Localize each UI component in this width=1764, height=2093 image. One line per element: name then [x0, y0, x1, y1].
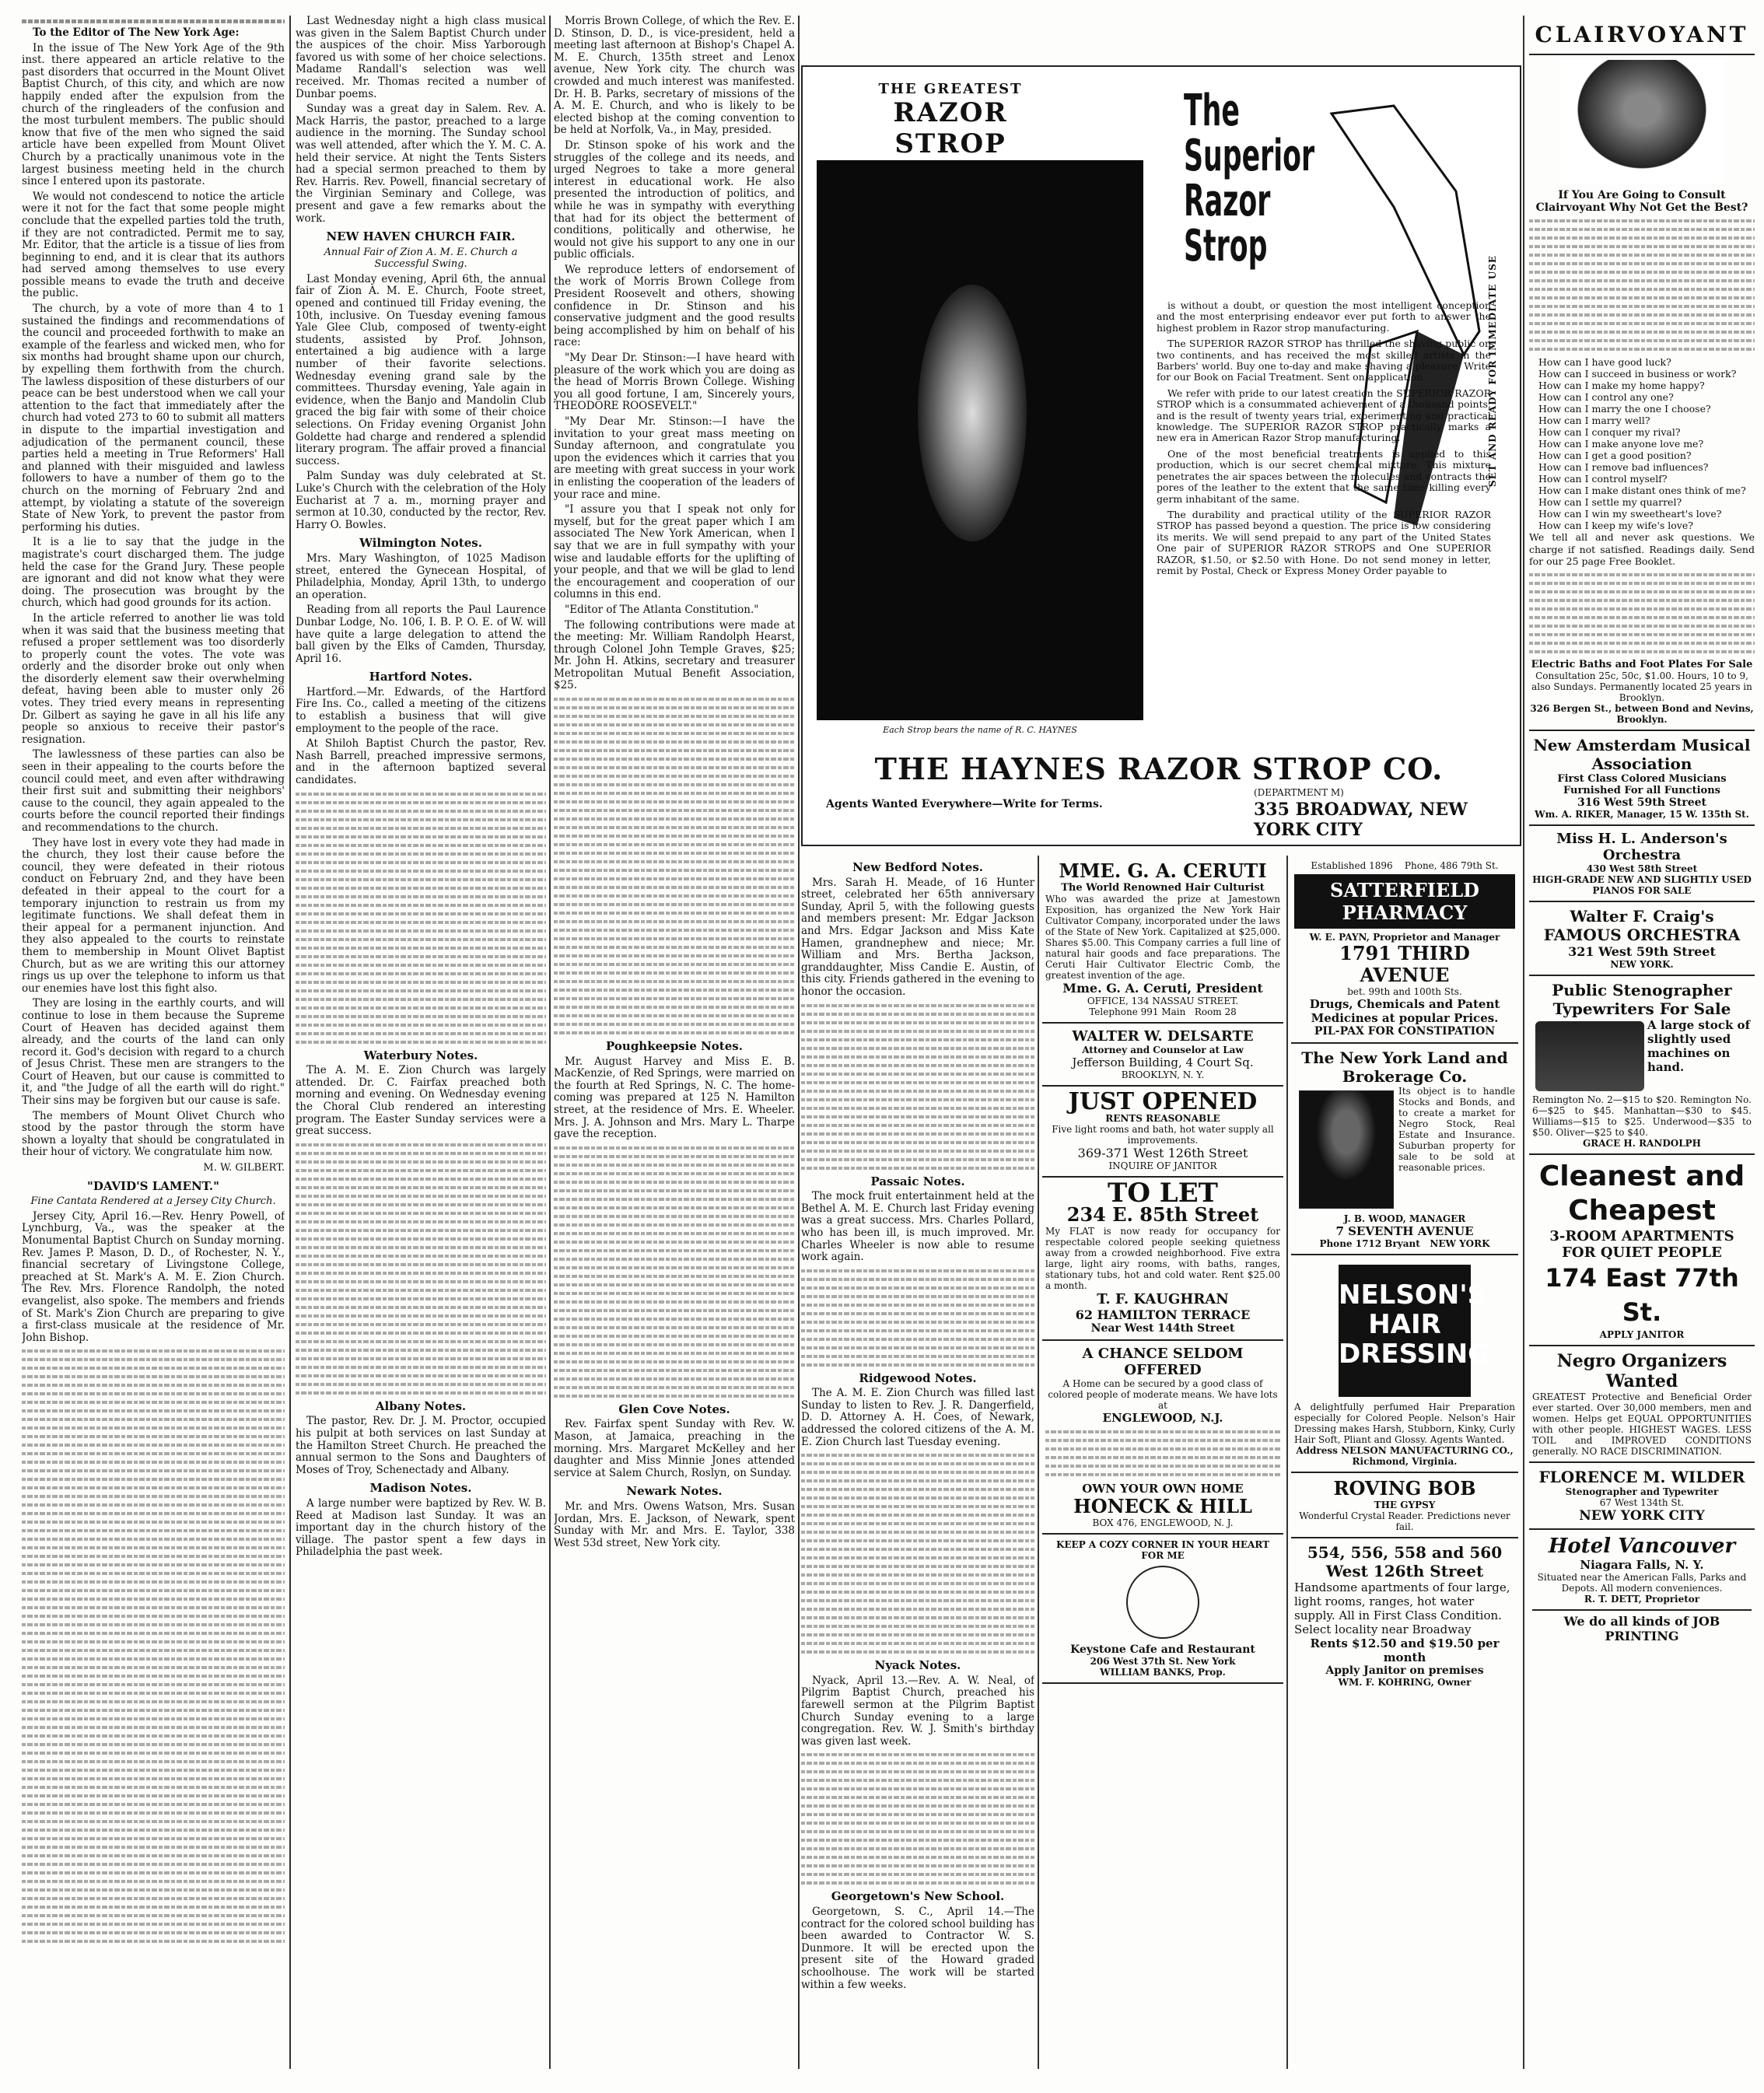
story-subhead: Annual Fair of Zion A. M. E. Church a Successful Swing. — [324, 246, 518, 271]
story-headline: "DAVID'S LAMENT." — [87, 1178, 219, 1193]
apartments-rents: Rents $12.50 and $19.50 per month — [1310, 1636, 1500, 1664]
vancouver-proprietor: R. T. DETT, Proprietor — [1584, 1593, 1700, 1605]
organizers-ad — [1529, 1346, 1755, 1463]
agents-wanted: Agents Wanted Everywhere—Write for Terms. — [826, 798, 1103, 810]
department: (DEPARTMENT M) — [1254, 787, 1344, 798]
story-text: Jersey City, April 16.—Rev. Henry Powell, of Lynchburg, Va., was the speaker at the Monumental Baptist Church on Sunday morning. Rev. James P. Mason, D. D., of Rochester, N. Y., financial secretary of Livingstone College, preached at St. Mark's A. M. E. Zion Church. The Rev. Mrs. Florence Randolph, the noted evangelist, also spoke. The members and friends of St. Mark's Zion Church are preparing to give a first-class musicale at the residence of Mr. John Bishop. — [22, 1209, 285, 1344]
stenographer-text: A large stock of slightly used machines on hand. — [1647, 1017, 1751, 1074]
question-item: How can I conquer my rival? — [1538, 426, 1681, 438]
phone-number: Phone 1712 Bryant — [1319, 1238, 1420, 1249]
attorney-address: Jefferson Building, 4 Court Sq. — [1072, 1055, 1254, 1069]
to-let-ad — [1042, 1178, 1283, 1341]
story-paragraph: It is a lie to say that the judge in the magistrate's court discharged them. The judge held the case for the Grand Jury. These people are ignorant and did not know what they were doing. The prosecution was brought by the church, which had good grounds for its action. — [22, 536, 285, 610]
column-rule — [798, 16, 800, 2069]
column-1 — [22, 16, 285, 2069]
electric-baths: Electric Baths and Foot Plates For Sale — [1531, 658, 1753, 670]
question-item: How can I get a good position? — [1538, 450, 1692, 461]
column-2 — [296, 16, 546, 2069]
story-paragraph: We refer with pride to our latest creation the SUPERIOR RAZOR STROP which is a consummated achievement of a thousand points, and is the result of twenty years trial, experimenting and practical knowledge. The SUPERIOR RAZOR STROP practically marks a new era in American Razor Strop manufacturing. — [1157, 387, 1491, 444]
story-headline: Hartford Notes. — [369, 670, 473, 684]
clairvoyant-address: 326 Bergen St., between Bond and Nevins, Brooklyn. — [1529, 703, 1755, 731]
wilder-city: NEW YORK CITY — [1579, 1507, 1705, 1524]
fair-story — [296, 274, 546, 531]
question-item: How can I make my home happy? — [1538, 380, 1705, 391]
typewriter-illustration — [1535, 1021, 1644, 1091]
story-headline: Ridgewood Notes. — [859, 1370, 977, 1385]
story-paragraph: At Shiloh Baptist Church the pastor, Rev. Nash Barrell, preached impressive sermons, and in the afternoon baptized several candidates. — [296, 737, 546, 787]
story-paragraph: Morris Brown College, of which the Rev. E. D. Stinson, D. D., is vice-president, held a meeting last afternoon at Bishop's Chapel A. M. E. Church, 135th street and Lenox avenue, New York city. The church was crowded and much interest was manifested. Dr. H. B. Parks, secretary of missions of the A. M. E. Church, and who is likely to be elected bishop at the coming convention to be held at Norfolk, Va., in May, presided. — [554, 16, 795, 137]
story-paragraph: Reading from all reports the Paul Laurence Dunbar Lodge, No. 106, I. B. P. O. E. of W. will have quite a large delegation to attend the ball given by the Elks of Camden, Thursday, April 16. — [296, 604, 546, 665]
nelsons-text: A delightfully perfumed Hair Preparation especially for Colored People. Nelson's Hair Dressing makes Harsh, Stubborn, Kinky, Curly Hair Soft, Pliant and Glossy. Agents Wanted. — [1294, 1402, 1515, 1445]
question-item: How can I make distant ones think of me? — [1538, 485, 1746, 496]
musical-address: 316 West 59th Street — [1577, 796, 1707, 809]
nelsons-bottle: NELSON'S HAIR DRESSING — [1339, 1265, 1471, 1397]
honeck-box: BOX 476, ENGLEWOOD, N. J. — [1092, 1517, 1234, 1528]
question-item: How can I marry well? — [1538, 415, 1650, 426]
land-brokerage-ad — [1291, 1044, 1518, 1255]
attorney-name: WALTER W. DELSARTE — [1072, 1028, 1254, 1045]
story-headline: Poughkeepsie Notes. — [606, 1039, 743, 1054]
inquire: INQUIRE OF JANITOR — [1108, 1160, 1217, 1171]
pharmacy-goods: Drugs, Chemicals and Patent Medicines at popular Prices. — [1309, 997, 1500, 1025]
clairvoyant-lead: If You Are Going to Consult Clairvoyant Why Not Get the Best? — [1535, 189, 1748, 214]
story-headline: Wilmington Notes. — [359, 536, 482, 551]
cleanest-ad — [1529, 1155, 1755, 1346]
to-let-address: 234 E. 85th Street — [1066, 1203, 1259, 1226]
consultation: Consultation 25c, 50c, $1.00. Hours, 10 to 9, also Sundays. Permanently located 25 years in Brooklyn. — [1531, 670, 1752, 703]
cleanest-headline: Cleanest and Cheapest — [1538, 1160, 1745, 1227]
question-item: How can I control myself? — [1538, 473, 1668, 485]
ceruti-text: Who was awarded the prize at Jamestown Exposition, has organized the New York Hair Cultivator Company, incorporated under the laws of the State of New York. Capitalized at $25,000. Shares $5.00. This Company carries a full line of natural hair goods and face preparations. The Ceruti Hair Cultivator Electric Comb, the greatest invention of the age. — [1045, 894, 1280, 981]
just-opened: JUST OPENED — [1068, 1088, 1258, 1115]
question-item: How can I control any one? — [1538, 391, 1674, 403]
delsarte-ad — [1042, 1024, 1283, 1087]
filler-text — [296, 1143, 546, 1395]
roving-bob-ad — [1291, 1473, 1518, 1538]
story-headline: New Bedford Notes. — [852, 860, 984, 874]
chance-headline: A CHANCE SELDOM OFFERED — [1082, 1346, 1244, 1378]
story-headline: NEW HAVEN CHURCH FAIR. — [326, 229, 516, 244]
column-6 — [1291, 856, 1518, 2069]
vancouver-name: Hotel Vancouver — [1548, 1534, 1736, 1558]
city: NEW YORK — [1430, 1238, 1490, 1249]
ceruti-president: Mme. G. A. Ceruti, President — [1062, 981, 1263, 996]
vancouver-place: Niagara Falls, N. Y. — [1580, 1557, 1704, 1572]
filler-text — [801, 1004, 1034, 1170]
story-paragraph: Palm Sunday was duly celebrated at St. Luke's Church with the celebration of the Holy Eucharist at 7 a. m., morning prayer and sermon at 10.30, conducted by the rector, Rev. Harry O. Bowles. — [296, 470, 546, 531]
wilder-address: 67 West 134th St. — [1599, 1496, 1685, 1508]
pharmacy-proprietor: W. E. PAYN, Proprietor and Manager — [1309, 932, 1500, 943]
story-paragraph: One of the most beneficial treatments is applied to this production, which is our secret chemical mixture. This mixture penetrates the air spaces between the molecules and contracts the pores of the leather to the extent that the same time killing every germ inhabitant of the same. — [1157, 447, 1491, 505]
room-number: Room 28 — [1194, 1006, 1237, 1017]
honeck-name: HONECK & HILL — [1073, 1495, 1252, 1517]
musical-headline: New Amsterdam Musical Association — [1533, 735, 1751, 773]
story-paragraph: Mrs. Mary Washington, of 1025 Madison street, entered the Gynecean Hospital, of Philadelphia, Monday, April 13th, to undergo an operation. — [296, 551, 546, 601]
landlord-name: T. F. KAUGHRAN — [1097, 1291, 1229, 1307]
keystone-name: Keystone Cafe and Restaurant — [1070, 1643, 1255, 1656]
question-item: How can I remove bad influences? — [1538, 461, 1709, 473]
nelsons-address: Address NELSON MANUFACTURING CO., Richmond, Virginia. — [1296, 1445, 1514, 1467]
story-headline: Madison Notes. — [369, 1481, 472, 1496]
column-rule — [289, 16, 291, 2069]
story-headline: Albany Notes. — [375, 1398, 467, 1413]
anderson-name: Miss H. L. Anderson's Orchestra — [1556, 830, 1727, 863]
just-opened-ad — [1042, 1087, 1283, 1178]
pharmacy-name: SATTERFIELD PHARMACY — [1294, 874, 1515, 929]
filler-text — [1529, 219, 1755, 351]
story-paragraph: The A. M. E. Zion Church was largely attended. Dr. C. Fairfax preached both morning and evening. On Wednesday evening the Choral Club rendered an interesting program. The Easter Sunday services were a great success. — [296, 1064, 546, 1138]
wilmington-story — [296, 553, 546, 665]
to-let-text: My FLAT is now ready for occupancy for respectable colored people seeking quietness away from a crowded neighborhood. Five extra large, light airy rooms, with baths, ranges, stationary tubs, hot and cold water. Rent $25.00 a month. — [1045, 1226, 1280, 1291]
ad-kicker: THE GREATEST — [878, 81, 1023, 97]
story-paragraph: We would not condescend to notice the article were it not for the fact that some people might conclude that the expelled parties told the truth, if they are not contradicted. Permit me to say, Mr. Editor, that the article is a tissue of lies from beginning to end, and it is clear that its authors had served among themselves to use every possible means to evade the truth and deceive the public. — [22, 190, 285, 300]
roving-gypsy: THE GYPSY — [1374, 1500, 1436, 1510]
story-paragraph: The members of Mount Olivet Church who stood by the pastor through the storm have shown a loyalty that should be congratulated in their hour of victory. We congratulate him now. — [22, 1109, 285, 1159]
story-text: Nyack, April 13.—Rev. A. W. Neal, of Pilgrim Baptist Church, preached his farewell sermon at the Pilgrim Baptist Church Sunday evening to a large congregation. Rev. W. J. Smith's birthday was given last week. — [801, 1674, 1034, 1748]
story-paragraph: "Editor of The Atlanta Constitution." — [565, 603, 759, 616]
apartments-headline: 554, 556, 558 and 560 West 126th Street — [1307, 1543, 1503, 1580]
waterbury-story — [296, 1065, 546, 1138]
story-text: Mr. and Mrs. Owens Watson, Mrs. Susan Jordan, Mrs. E. Jackson, of Newark, spent Sunday with Mr. and Mrs. E. Taylor, 338 West 53d street, New York city. — [554, 1500, 795, 1549]
craig-ad — [1529, 902, 1755, 976]
column-rule — [1523, 16, 1524, 2069]
phone-number: Telephone 991 Main — [1089, 1006, 1186, 1017]
filler-text — [801, 1753, 1034, 1885]
column-4 — [801, 856, 1034, 2069]
roving-text: Wonderful Crystal Reader. Predictions never fail. — [1299, 1510, 1510, 1532]
story-paragraph: The following contributions were made at the meeting: Mr. William Randolph Hearst, through Colonel John Temple Graves, $25; Mr. John H. Atkins, secretary and treasurer Metropolitan Mutual Benefit Association, $25. — [554, 618, 795, 692]
pilpax: PIL-PAX FOR CONSTIPATION — [1314, 1025, 1496, 1038]
reading-text: We tell all and never ask questions. We charge if not satisfied. Readings daily. Send for our 25 page Free Booklet. — [1529, 531, 1755, 568]
story-headline: Georgetown's New School. — [831, 1889, 1005, 1904]
chance-place: ENGLEWOOD, N.J. — [1102, 1411, 1223, 1425]
apartments-ad — [1291, 1538, 1518, 1692]
story-paragraph: Hartford.—Mr. Edwards, of the Hartford Fire Ins. Co., called a meeting of the citizens to establish a business that will give employment to the people of the race. — [296, 685, 546, 735]
rents-address: 369-371 West 126th Street — [1077, 1146, 1248, 1160]
story-paragraph: Sunday was a great day in Salem. Rev. A. Mack Harris, the pastor, preached to a large audience in the morning. The Sunday school was well attended, after which the Y. M. C. A. held their service. At night the Tents Sisters had a special sermon preached to them by Rev. Harris. Rev. Powell, financial secretary of the Virginian Seminary and College, was present and gave a few remarks about the work. — [296, 103, 546, 225]
story-headline: Newark Notes. — [626, 1484, 723, 1499]
filler-text — [801, 1269, 1034, 1367]
story-paragraph: "My Dear Mr. Stinson:—I have the invitation to your great mass meeting on Sunday afternoon, and congratulate you upon the evidences which it carries that you are meeting with great success in your work in enlisting the cooperation of the leaders of your race and mine. — [554, 415, 795, 501]
keystone-ad — [1042, 1535, 1283, 1684]
filler-text — [801, 1454, 1034, 1654]
column-rule — [1038, 856, 1039, 2069]
story-paragraph: Dr. Stinson spoke of his work and the struggles of the college and its needs, and urged Negroes to take a more general interest in educational work. He also presented the introduction of politics, and while he was in sympathy with everything that had for its object the betterment of conditions, politically and otherwise, he would not give his support to any one in our public officials. — [554, 138, 795, 261]
ad-photo — [817, 160, 1143, 720]
land-text: Its object is to handle Stocks and Bonds, and to create a market for Negro Stock, Real Estate and Insurance. Suburban property for sale to be sold at reasonable prices. — [1398, 1086, 1515, 1173]
craig-address: 321 West 59th Street — [1568, 943, 1716, 959]
story-text: Mr. August Harvey and Miss E. B. MacKenzie, of Red Springs, were married on the fourth at Red Springs, N. C. The home-coming was prepared at 125 N. Hamilton street, at the residence of Mrs. E. Wheeler. Mrs. J. A. Johnson and Mrs. Mary L. Tharpe gave the reception. — [554, 1055, 795, 1141]
cleanest-apply: APPLY JANITOR — [1599, 1328, 1685, 1340]
story-text: The mock fruit entertainment held at the Bethel A. M. E. Church last Friday evening was a great success. Mrs. Charles Pollard, who has been ill, is much improved. Mr. Charles Wheeler is now able to resume work again. — [801, 1190, 1034, 1264]
cleanest-rooms: 3-ROOM APARTMENTS FOR QUIET PEOPLE — [1549, 1227, 1734, 1261]
anderson-address: 430 West 58th Street — [1586, 863, 1698, 874]
stenographer-name: GRACE H. RANDOLPH — [1582, 1137, 1701, 1149]
wilder-name: FLORENCE M. WILDER — [1538, 1467, 1745, 1486]
rents-text: Five light rooms and bath, hot water supply all improvements. — [1052, 1124, 1274, 1146]
story-paragraph: The lawlessness of these parties can also be seen in their appealing to the courts before the council could meet, and even after withdrawing their first suit and submitting their neighbors' cause to the council, they again appealed to the courts before the council reported their findings and recommendations to the church. — [22, 748, 285, 834]
vancouver-text: Situated near the American Falls, Parks and Depots. All modern conveniences. — [1537, 1571, 1747, 1594]
story-paragraph: The durability and practical utility of the SUPERIOR RAZOR STROP has passed beyond a question. The price is low considering its merits. We will send prepaid to any part of the United States One pair of SUPERIOR RAZOR STROPS and One SUPERIOR RAZOR, $1.50, or $2.50 with Hone. Do not send money in letter, remit by Postal, Check or Express Money Order payable to — [1157, 508, 1491, 576]
manager-portrait — [1299, 1090, 1394, 1209]
question-list — [1529, 356, 1755, 531]
question-item: How can I have good luck? — [1538, 356, 1671, 368]
stenographer-models: Remington No. 2—$15 to $20. Remington No. 6—$25 to $45. Manhattan—$30 to $45. Williams—$15 to $25. Underwood—$35 to $50. Oliver—$25 to $40. — [1532, 1094, 1752, 1138]
land-phone — [1294, 1238, 1515, 1249]
craig-city: NEW YORK. — [1610, 958, 1674, 970]
pharmacy-between: bet. 99th and 100th Sts. — [1347, 986, 1462, 997]
company-name: THE HAYNES RAZOR STROP CO. — [874, 751, 1444, 786]
chance-text: A Home can be secured by a good class of colored people of moderate means. We have lots at — [1048, 1378, 1278, 1411]
musical-association-ad — [1529, 731, 1755, 826]
landlord-near: Near West 144th Street — [1090, 1322, 1235, 1335]
company-address: 335 BROADWAY, NEW YORK CITY — [1254, 800, 1468, 840]
wilder-title: Stenographer and Typewriter — [1565, 1486, 1719, 1497]
musical-story — [296, 16, 546, 225]
question-item: How can I make anyone love me? — [1538, 438, 1704, 450]
morris-brown-story — [554, 16, 795, 692]
ad-body — [1157, 300, 1491, 581]
story-subhead: Fine Cantata Rendered at a Jersey City Church. — [30, 1195, 276, 1208]
stenographer-headline: Public Stenographer Typewriters For Sale — [1552, 980, 1732, 1018]
ceruti-phone — [1045, 1006, 1280, 1017]
job-printing: We do all kinds of JOB PRINTING — [1532, 1609, 1752, 1643]
question-item: How can I settle my quarrel? — [1538, 496, 1682, 508]
filler-text — [554, 1146, 795, 1398]
ceruti-office: OFFICE, 134 NASSAU STREET. — [1087, 996, 1239, 1006]
story-paragraph: In the issue of The New York Age of the 9th inst. there appeared an article relative to the past disorders that occurred in the Mount Olivet Baptist Church, of this city, and which are now happily ended after the expulsion from the church of the ringleaders of the confusion and the most turbulent members. The public should know that five of the men who signed the said article have been expelled from Mount Olivet Church by a practically unanimous vote in the largest business meeting held in the church since I entered upon its pastorate. — [22, 41, 285, 188]
musical-manager: Wm. A. RIKER, Manager, 15 W. 135th St. — [1535, 808, 1749, 820]
keystone-headline: KEEP A COZY CORNER IN YOUR HEART FOR ME — [1055, 1539, 1270, 1561]
to-let: TO LET — [1108, 1178, 1218, 1209]
filler-text — [1529, 573, 1755, 653]
pianos: HIGH-GRADE NEW AND SLIGHTLY USED PIANOS FOR SALE — [1532, 873, 1752, 896]
clairvoyant-headline: CLAIRVOYANT — [1529, 16, 1755, 55]
column-rule — [1286, 856, 1288, 2069]
filler-text — [296, 793, 546, 1044]
apartments-owner: WM. F. KOHRING, Owner — [1338, 1677, 1472, 1688]
keystone-address: 206 West 37th St. New York — [1090, 1656, 1236, 1667]
question-item: How can I marry the one I choose? — [1538, 403, 1711, 415]
wilder-ad — [1529, 1463, 1755, 1530]
filler-text — [554, 698, 795, 1034]
hartford-story — [296, 687, 546, 787]
craig-headline: Walter F. Craig's FAMOUS ORCHESTRA — [1543, 906, 1741, 944]
roving-name: ROVING BOB — [1333, 1477, 1476, 1500]
pharmacy-phone: Phone, 486 79th St. — [1404, 860, 1499, 871]
pharmacy-header — [1294, 860, 1515, 871]
attorney-city: BROOKLYN, N. Y. — [1121, 1069, 1205, 1080]
organizers-text: GREATEST Protective and Beneficial Order ever started. Over 30,000 members, men and women. Helps get EQUAL OPPORTUNITIES with other people. HIGHEST WAGES. LESS TOIL and IMPROVED CONDITIONS generally. NO RACE DISCRIMINATION. — [1532, 1391, 1752, 1457]
column-5 — [1042, 856, 1283, 2069]
story-paragraph: is without a doubt, or question the most intelligent conception and the most enterprising endeavor ever put forth to answer the highest problem in Razor strop manufacturing. — [1157, 299, 1491, 334]
story-paragraph: "I assure you that I speak not only for myself, but for the great paper which I am associated The New York American, when I say that we are in full sympathy with your wise and laudable efforts for the uplifting of your people, and that we will be glad to lend the encouragement and cooperation of our columns in this end. — [554, 503, 795, 601]
clairvoyant-portrait — [1560, 60, 1724, 184]
chance-ad — [1042, 1341, 1283, 1535]
story-headline: Glen Cove Notes. — [618, 1402, 730, 1416]
ceruti-ad — [1042, 856, 1283, 1024]
story-headline: Waterbury Notes. — [363, 1048, 478, 1062]
organizers-headline: Negro Organizers Wanted — [1556, 1350, 1727, 1391]
question-item: How can I succeed in business or work? — [1538, 368, 1737, 380]
pharmacy-address: 1791 THIRD AVENUE — [1339, 942, 1470, 986]
ceruti-name: MME. G. A. CERUTI — [1059, 859, 1267, 882]
story-paragraph: Last Wednesday night a high class musical was given in the Salem Baptist Church under the auspices of the choir. Miss Yarborough favored us with some of her choice selections. Madame Randall's selection was well received. Mr. Thomas recited a number of Dunbar poems. — [296, 16, 546, 100]
ad-vertical-text: SET AND READY FOR IMMEDIATE USE — [1487, 254, 1498, 487]
apartments-text: Handsome apartments of four large, light rooms, ranges, hot water supply. All in First Class Condition. Select locality near Broadway — [1294, 1580, 1510, 1636]
attorney-title: Attorney and Counselor at Law — [1082, 1045, 1244, 1055]
story-text: Rev. Fairfax spent Sunday with Rev. W. Mason, at Jamaica, preaching in the morning. Mrs. Margaret McKelley and her daughter and Miss Minnie Jones attended service at Salem Church, Roslyn, on Sunday. — [554, 1418, 795, 1479]
ad-title: The Superior Razor Strop — [1184, 86, 1315, 271]
landlord-address: 62 HAMILTON TERRACE — [1075, 1307, 1251, 1322]
ad-headline: RAZOR STROP — [893, 97, 1008, 159]
ad-kicker-block — [834, 81, 1067, 171]
story-paragraph: The church, by a vote of more than 4 to 1 sustained the findings and recommendations of the council and proceeded forthwith to make an example of the fearless and wicked men, who for six months had brought shame upon our church, by expelling them forthwith from the church. The lawless disposition of these disturbers of our peace can be best understood when we call your attention to the fact that immediately after the church had voted 273 to 60 to submit all matters in dispute to the impartial investigation and adjudication of the permanent council, these parties held a meeting in True Reformers' Hall and planned with their misguided and lawless followers to have a number of them go to the church on the morning of February 2nd and attempt, by violating a statute of the sovereign State of New York, to prevent the pastor from performing his duties. — [22, 303, 285, 534]
keystone-proprietor: WILLIAM BANKS, Prop. — [1100, 1667, 1226, 1678]
anderson-ad — [1529, 826, 1755, 902]
letter-body — [22, 43, 285, 1159]
apartments-apply: Apply Janitor on premises — [1325, 1664, 1484, 1677]
vancouver-ad — [1529, 1530, 1755, 1648]
pharmacy-ad — [1291, 856, 1518, 1044]
story-paragraph: The SUPERIOR RAZOR STROP has thrilled the shaving public on two continents, and has received the most skilled artists in the Barbers' world. Buy one to-day and make shaving a pleasure. Write for our Book on Facial Treatment. Sent on application. — [1157, 338, 1491, 383]
rents-reasonable: RENTS REASONABLE — [1105, 1113, 1220, 1124]
masthead-rule — [22, 19, 285, 23]
story-paragraph: They have lost in every vote they had made in the church, they lost their cause before the council, they were defeated in their riotous conduct on February 2nd, and they have been defeated in their appeal to the court for a temporary injunction to restrain us from my legitimate functions. We shall defeat them in their appeal for a permanent injunction. And they also appealed to the courts to reinstate them to membership in Mount Olivet Baptist Church, but as we are writing this our attorney rings us up over the telephone to inform us that our enemies have lost this fight also. — [22, 836, 285, 995]
story-paragraph: Last Monday evening, April 6th, the annual fair of Zion A. M. E. Church, Foote street, opened and continued till Friday evening, the 10th, inclusive. On Tuesday evening famous Yale Glee Club, composed of twenty-eight students, assisted by Prof. Johnson, entertained a big audience with a large number of their favorite selections. Wednesday evening grand sale by the committees. Thursday evening, Yale again in evidence, when the Banjo and Mandolin Club graced the big fair with some of their choice selections. On Friday evening Organist John Goldette had charge and rendered a splendid literary program. The affair proved a financial success. — [296, 272, 546, 467]
story-text: The pastor, Rev. Dr. J. M. Proctor, occupied his pulpit at both services on last Sunday at the Hamilton Street Church. He preached the annual sermon to the Sons and Daughters of Moses of Troy, Schenectady and Albany. — [296, 1415, 546, 1476]
story-paragraph: We reproduce letters of endorsement of the work of Morris Brown College from President Roosevelt and others, showing confidence in Dr. Stinson and his conservative judgment and the good results being accomplished by him on behalf of his race: — [554, 263, 795, 349]
established: Established 1896 — [1311, 860, 1393, 871]
nelsons-ad — [1291, 1255, 1518, 1473]
letter-title: To the Editor of The New York Age: — [33, 26, 240, 39]
musical-text: First Class Colored Musicians Furnished For all Functions — [1557, 772, 1727, 796]
land-manager: J. B. WOOD, MANAGER — [1343, 1213, 1466, 1224]
stenographer-ad — [1529, 976, 1755, 1155]
razor-strop-ad — [801, 65, 1521, 846]
column-7 — [1529, 16, 1755, 2077]
question-item: How can I win my sweetheart's love? — [1538, 508, 1722, 520]
column-3 — [554, 16, 795, 2069]
cleanest-address: 174 East 77th St. — [1545, 1262, 1739, 1327]
column-rule — [549, 16, 551, 2069]
letter-signature: M. W. GILBERT. — [203, 1162, 285, 1174]
land-address: 7 SEVENTH AVENUE — [1335, 1224, 1474, 1238]
own-home: OWN YOUR OWN HOME — [1082, 1482, 1244, 1496]
story-text: The A. M. E. Zion Church was filled last Sunday to listen to Rev. J. R. Dangerfield, D. D. Attorney A. H. Coes, of Newark, addressed the colored citizens of the A. M. E. Zion Church last Tuesday evening. — [801, 1387, 1034, 1448]
story-headline: Nyack Notes. — [874, 1658, 961, 1673]
story-paragraph: They are losing in the earthly courts, and will continue to lose in them because the Supreme Court of Heaven has decided against them already, and the courts of the land can only record it. God's decision with regard to a church of Jesus Christ. These men are strangers to the Court of Heaven, but our cause is committed to it, and "the Judge of all the earth will do right." Their sins may be forgiven but our cause is safe. — [22, 997, 285, 1108]
photo-caption: Each Strop bears the name of R. C. HAYNES — [883, 725, 1077, 735]
question-item: How can I keep my wife's love? — [1538, 520, 1693, 531]
story-text: Mrs. Sarah H. Meade, of 16 Hunter street, celebrated her 65th anniversary Sunday, April 5, with the following guests and members present: Mr. Edgar Jackson and Mrs. Edgar Jackson and Miss Kate Hamen, grandnephew and niece; Mr. William and Mrs. Bertha Jackson, granddaughter, Miss Candie E. Austin, of this city. Friends gathered in the evening to honor the occasion. — [801, 876, 1034, 998]
story-text: A large number were baptized by Rev. W. B. Reed at Madison last Sunday. It was an important day in the church history of the village. The pastor spent a few days in Philadelphia the past week. — [296, 1496, 546, 1559]
story-paragraph: "My Dear Dr. Stinson:—I have heard with pleasure of the work which you are doing as the head of Morris Brown College. Wishing you all good fortune, I am, Sincerely yours, THEODORE ROOSEVELT." — [554, 352, 795, 413]
story-text: Georgetown, S. C., April 14.—The contract for the colored school building has been awarded to Contractor W. S. Dunmore. It will be erected upon the present site of the Howard graded schoolhouse. The work will be started within a few weeks. — [801, 1906, 1034, 1991]
filler-text — [1045, 1430, 1280, 1476]
land-headline: The New York Land and Brokerage Co. — [1301, 1048, 1508, 1086]
story-paragraph: In the article referred to another lie was told when it was said that the business meeting that refused a proper settlement was too disorderly to properly count the votes. The vote was orderly and the disorder broke out only when the disorderly element saw their overwhelming defeat, having been able to muster only 26 votes. They tried every means in representing Dr. Gilbert as saying he gave in all his life any people so anxious to receive their pastor's resignation. — [22, 611, 285, 746]
filler-text — [22, 1349, 285, 1943]
cafe-illustration — [1126, 1566, 1199, 1639]
ceruti-tagline: The World Renowned Hair Culturist — [1061, 882, 1265, 894]
story-headline: Passaic Notes. — [870, 1174, 965, 1188]
